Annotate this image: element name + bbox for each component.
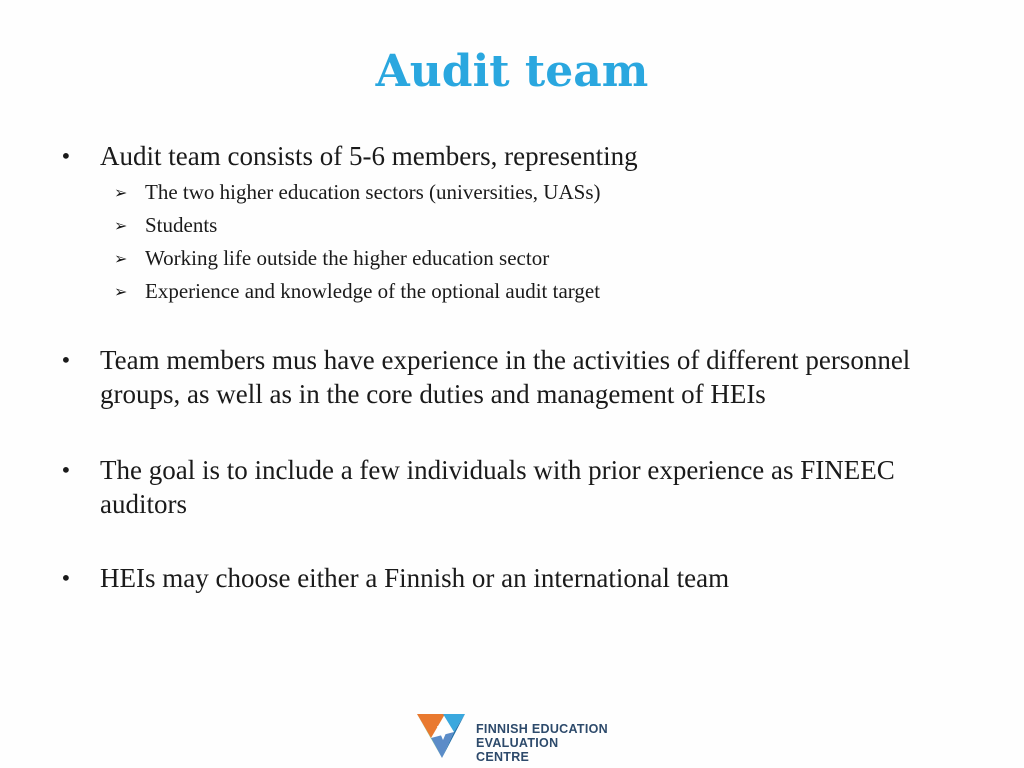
bullet-item [60, 453, 960, 521]
bullet-icon: • [60, 566, 72, 590]
sub-bullet-item [114, 242, 549, 275]
sub-bullet-item [114, 176, 600, 209]
bullet-text: Team members mus have experience in the activities of different personnel groups, as well as in the core duties and management of HEIs [100, 345, 911, 409]
sub-bullet-text: Working life outside the higher education sector [145, 246, 550, 270]
bullet-item [60, 139, 960, 173]
slide-title: Audit team [375, 46, 649, 97]
logo-text-line2: EVALUATION CENTRE [476, 736, 559, 764]
sub-bullet-text: The two higher education sectors (universities, UASs) [145, 180, 601, 204]
arrow-bullet-icon: ➢ [114, 249, 128, 268]
arrow-bullet-icon: ➢ [114, 282, 128, 301]
bullet-item [60, 561, 960, 595]
logo-text-line1: FINNISH EDUCATION [476, 722, 608, 736]
bullet-icon: • [60, 144, 72, 168]
bullet-item [60, 343, 960, 411]
fineec-logo [415, 710, 615, 762]
arrow-bullet-icon: ➢ [114, 216, 128, 235]
sub-bullet-text: Students [145, 213, 218, 237]
sub-bullet-item [114, 275, 600, 308]
arrow-bullet-icon: ➢ [114, 183, 128, 202]
bullet-icon: • [60, 348, 72, 372]
sub-bullet-text: Experience and knowledge of the optional audit target [145, 279, 601, 303]
bullet-icon: • [60, 458, 72, 482]
bullet-text: HEIs may choose either a Finnish or an international team [100, 563, 730, 593]
fineec-triangle-icon [415, 710, 469, 762]
sub-bullet-item [114, 209, 217, 242]
bullet-text: The goal is to include a few individuals with prior experience as FINEEC auditors [100, 455, 895, 519]
bullet-text: Audit team consists of 5-6 members, representing [100, 141, 638, 171]
